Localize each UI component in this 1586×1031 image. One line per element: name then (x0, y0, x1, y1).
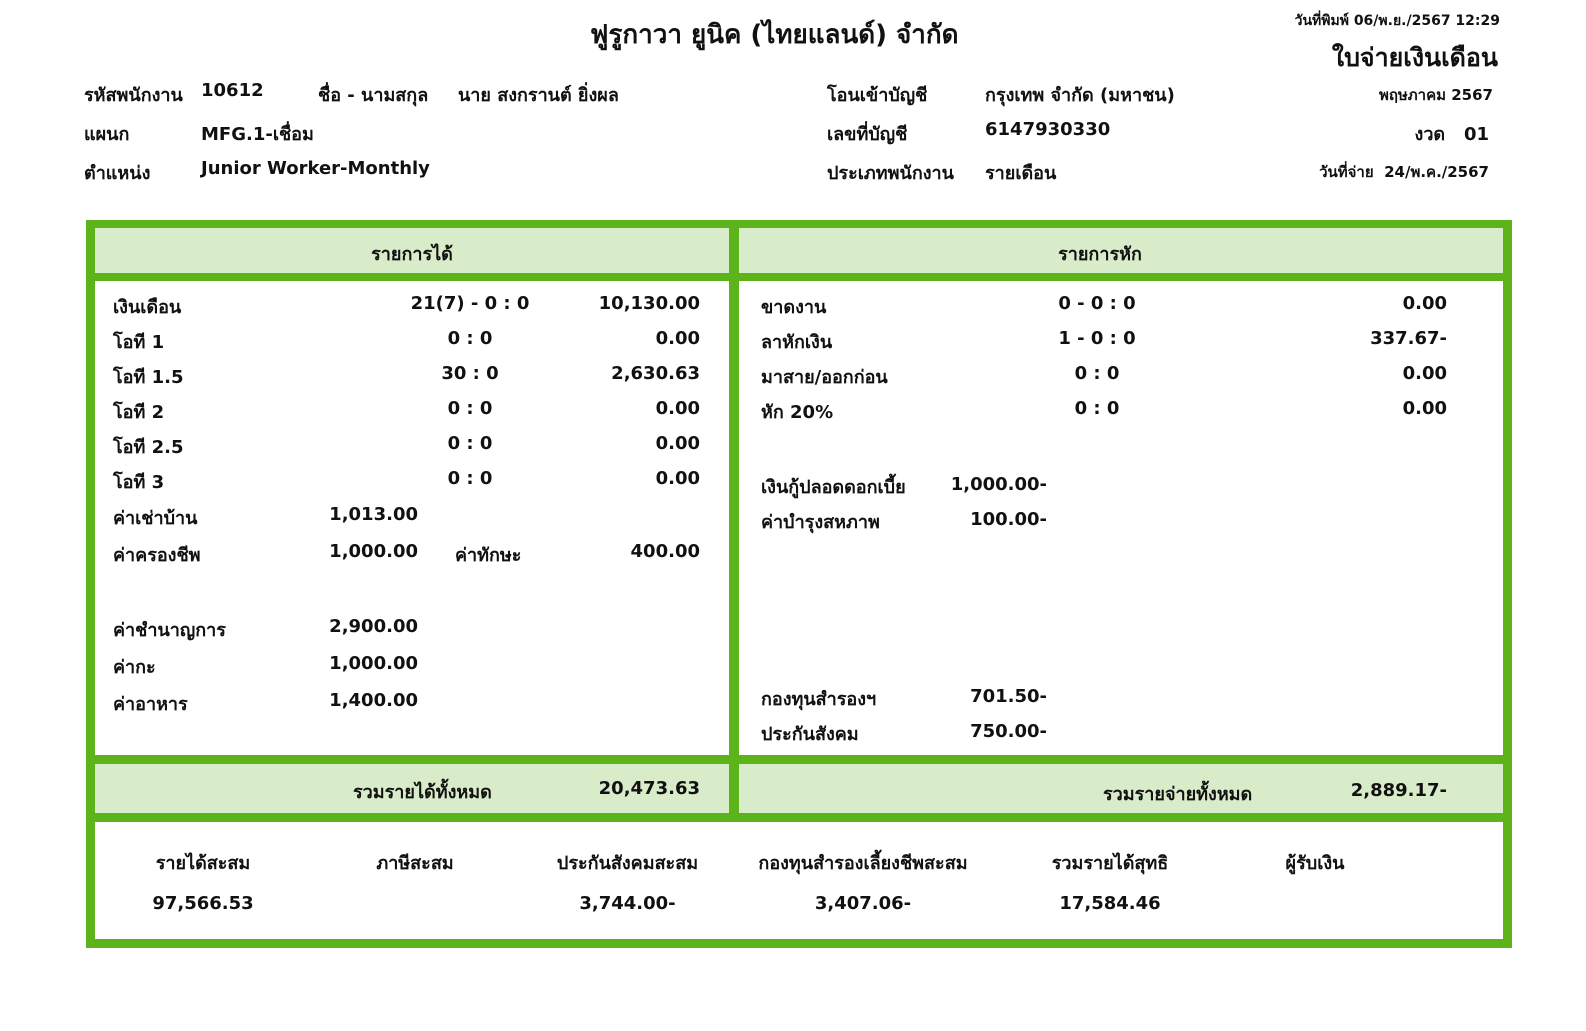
summary-label: รวมรายได้สุทธิ (1051, 853, 1169, 874)
allowance-amount: 1,013.00 (329, 504, 418, 525)
pay-month: พฤษภาคม 2567 (1378, 86, 1493, 104)
earning-amount: 2,630.63 (611, 363, 700, 384)
earning-amount: 0.00 (655, 468, 700, 489)
earning-label: โอที 2.5 (113, 437, 184, 458)
pay-round (1415, 119, 1489, 148)
allowance-label: ค่าครองชีพ (113, 545, 201, 566)
deduction-qty: 0 - 0 : 0 (1058, 293, 1136, 314)
deduction-qty: 0 : 0 (1074, 363, 1120, 384)
other-deduction-amount: 701.50- (970, 686, 1047, 707)
allowance-amount: 1,000.00 (329, 653, 418, 674)
pay-date-line (1319, 160, 1489, 184)
employee-type: รายเดือน (985, 163, 1057, 184)
allowance-label: ค่าเช่าบ้าน (113, 508, 198, 529)
earnings-body (95, 281, 729, 755)
print-date-label: วันที่พิมพ์ (1294, 13, 1349, 29)
earning-qty: 0 : 0 (447, 398, 493, 419)
other-deduction-label: กองทุนสำรองฯ (761, 689, 877, 710)
summary-section (95, 822, 1503, 939)
other-deduction-label: ค่าบำรุงสหภาพ (761, 512, 880, 533)
deduction-label: มาสาย/ออกก่อน (761, 367, 888, 388)
deduction-amount: 0.00 (1402, 398, 1447, 419)
deductions-total-row (739, 764, 1503, 813)
deduction-qty: 0 : 0 (1074, 398, 1120, 419)
deductions-title: รายการหัก (1058, 244, 1142, 265)
deduction-amount: 337.67- (1370, 328, 1447, 349)
earning-amount: 0.00 (655, 328, 700, 349)
pay-date: 24/พ.ค./2567 (1384, 163, 1489, 181)
skill-allowance-amount: 400.00 (630, 541, 700, 562)
earnings-total-row (95, 764, 729, 813)
employee-name: นาย สงกรานต์ ยิ่งผล (458, 85, 619, 106)
earning-label: โอที 1 (113, 332, 165, 353)
summary-value: 3,407.06- (814, 893, 912, 914)
other-deduction-label: ประกันสังคม (761, 724, 859, 745)
employee-name-label: ชื่อ - นามสกุล (318, 85, 429, 106)
earning-label: เงินเดือน (113, 297, 182, 318)
payslip-table (86, 220, 1512, 948)
summary-label: ภาษีสะสม (376, 853, 454, 874)
deduction-qty: 1 - 0 : 0 (1058, 328, 1136, 349)
position-label: ตำแหน่ง (84, 163, 151, 184)
allowance-amount: 1,400.00 (329, 690, 418, 711)
position: Junior Worker-Monthly (201, 158, 430, 179)
earning-qty: 21(7) - 0 : 0 (410, 293, 530, 314)
earning-amount: 0.00 (655, 433, 700, 454)
deduction-amount: 0.00 (1402, 363, 1447, 384)
summary-label: กองทุนสำรองเลี้ยงชีพสะสม (758, 853, 968, 874)
deduction-label: หัก 20% (761, 402, 834, 423)
bank-name: กรุงเทพ จำกัด (มหาชน) (985, 85, 1175, 106)
summary-label: ผู้รับเงิน (1285, 853, 1345, 874)
earning-qty: 30 : 0 (441, 363, 499, 384)
allowance-amount: 1,000.00 (329, 541, 418, 562)
deduction-amount: 0.00 (1402, 293, 1447, 314)
summary-value: 3,744.00- (579, 893, 676, 914)
earnings-total: 20,473.63 (598, 778, 700, 799)
other-deduction-amount: 750.00- (970, 721, 1047, 742)
earning-label: โอที 3 (113, 472, 165, 493)
other-deduction-label: เงินกู้ปลอดดอกเบี้ย (761, 477, 906, 498)
employee-id-label: รหัสพนักงาน (84, 85, 183, 106)
pay-round-number: 01 (1463, 124, 1489, 145)
employee-id: 10612 (201, 80, 264, 101)
summary-value: 17,584.46 (1059, 893, 1161, 914)
print-date-line (1295, 10, 1500, 32)
summary-label: รายได้สะสม (155, 853, 251, 874)
print-date: 06/พ.ย./2567 12:29 (1353, 13, 1500, 29)
employee-type-label: ประเภทพนักงาน (827, 163, 954, 184)
allowance-label: ค่าชำนาญการ (113, 620, 226, 641)
other-deduction-amount: 1,000.00- (950, 474, 1047, 495)
earnings-title: รายการได้ (371, 244, 453, 265)
allowance-amount: 2,900.00 (329, 616, 418, 637)
summary-value: 97,566.53 (152, 893, 254, 914)
deductions-body (739, 281, 1503, 755)
earning-label: โอที 2 (113, 402, 165, 423)
other-deduction-amount: 100.00- (970, 509, 1047, 530)
earnings-total-label: รวมรายได้ทั้งหมด (353, 782, 492, 803)
pay-date-label: วันที่จ่าย (1319, 163, 1374, 181)
summary-label: ประกันสังคมสะสม (556, 853, 699, 874)
deductions-total: 2,889.17- (1350, 780, 1447, 801)
earning-label: โอที 1.5 (113, 367, 184, 388)
company-name: ฟูรูกาวา ยูนิค (ไทยแลนด์) จำกัด (590, 20, 959, 50)
bank-transfer-label: โอนเข้าบัญชี (827, 85, 928, 106)
earnings-header (95, 228, 729, 273)
allowance-label: ค่าอาหาร (113, 694, 188, 715)
allowance-label: ค่ากะ (113, 657, 156, 678)
account-number: 6147930330 (985, 119, 1111, 140)
deduction-label: ลาหักเงิน (761, 332, 833, 353)
deduction-label: ขาดงาน (761, 297, 827, 318)
deductions-header (739, 228, 1503, 273)
skill-allowance-label: ค่าทักษะ (455, 545, 522, 566)
earning-amount: 10,130.00 (598, 293, 700, 314)
document-title: ใบจ่ายเงินเดือน (1331, 43, 1498, 72)
earning-qty: 0 : 0 (447, 433, 493, 454)
earning-qty: 0 : 0 (447, 468, 493, 489)
earning-amount: 0.00 (655, 398, 700, 419)
department-label: แผนก (84, 124, 130, 145)
account-number-label: เลขที่บัญชี (827, 124, 908, 145)
pay-round-label: งวด (1414, 124, 1446, 145)
earning-qty: 0 : 0 (447, 328, 493, 349)
department: MFG.1-เชื่อม (201, 124, 314, 145)
deductions-total-label: รวมรายจ่ายทั้งหมด (1103, 784, 1253, 805)
